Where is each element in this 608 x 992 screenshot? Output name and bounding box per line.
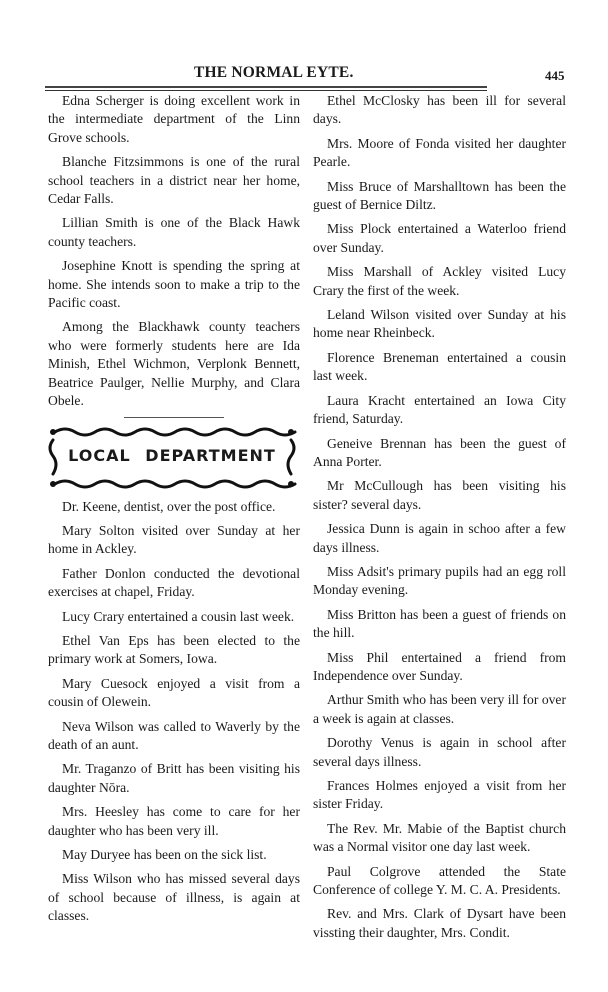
left-column: [48, 92, 300, 932]
right-column: [313, 92, 566, 948]
news-item: Blanche Fitzsimmons is one of the rural school teachers in a district near her home, Cedar Falls.: [48, 154, 300, 207]
news-item: Laura Kracht entertained an Iowa City friend, Saturday.: [313, 392, 566, 427]
news-item: Neva Wilson was called to Waverly by the death of an aunt.: [48, 718, 300, 752]
news-item: Miss Adsit's primary pupils had an egg roll Monday evening.: [313, 563, 566, 598]
news-item: Mrs. Heesley has come to care for her daughter who has been very ill.: [48, 804, 300, 838]
news-item: Mrs. Moore of Fonda visited her daughter Pearle.: [313, 135, 566, 170]
news-item: Mary Cuesock enjoyed a visit from a cousin of Olewein.: [48, 675, 300, 710]
news-item: Among the Blackhawk county teachers who were formerly students here are Ida Minish, Ethel Wichmon, Verplonk Bennett, Beatrice Paulger, Nellie Murphy, and Clara Obele.: [48, 319, 300, 409]
news-item: Miss Britton has been a guest of friends on the hill.: [313, 606, 566, 641]
news-item: Miss Plock entertained a Waterloo friend over Sunday.: [313, 221, 566, 255]
section-heading-box: [45, 424, 299, 492]
news-item: Dorothy Venus is again in school after several days illness.: [313, 735, 566, 769]
news-item: The Rev. Mr. Mabie of the Baptist church was a Normal visitor one day last week.: [313, 820, 566, 855]
news-item: Paul Colgrove attended the State Conference of college Y. M. C. A. Presidents.: [313, 863, 566, 898]
news-item: Florence Breneman entertained a cousin last week.: [313, 349, 566, 384]
section-divider: [124, 417, 224, 418]
news-item: Ethel Van Eps has been elected to the primary work at Somers, Iowa.: [48, 632, 300, 667]
news-item: Dr. Keene, dentist, over the post office.: [62, 498, 276, 514]
news-item: Frances Holmes enjoyed a visit from her sister Friday.: [313, 778, 566, 812]
news-item: Jessica Dunn is again in schoo after a few days illness.: [313, 521, 566, 555]
news-item: Lucy Crary entertained a cousin last week.: [62, 608, 295, 624]
section-heading: LOCAL DEPARTMENT: [68, 445, 276, 465]
page-number: 445: [545, 68, 565, 83]
news-item: Mr. Traganzo of Britt has been visiting his daughter Nōra.: [48, 761, 300, 795]
news-item: Arthur Smith who has been very ill for over a week is again at classes.: [313, 692, 566, 726]
news-item: Josephine Knott is spending the spring at home. She intends soon to make a trip to the Pacific coast.: [48, 258, 300, 311]
news-item: Ethel McClosky has been ill for several days.: [313, 93, 566, 127]
news-item: Leland Wilson visited over Sunday at his home near Rheinbeck.: [313, 307, 566, 341]
news-item: Miss Marshall of Ackley visited Lucy Crary the first of the week.: [313, 264, 566, 298]
page-header: [44, 64, 488, 86]
news-item: Mary Solton visited over Sunday at her home in Ackley.: [48, 522, 300, 557]
news-item: Father Donlon conducted the devotional exercises at chapel, Friday.: [48, 565, 300, 600]
header-rule: [45, 86, 487, 88]
news-item: Miss Wilson who has missed several days of school because of illness, is again at classes.: [48, 871, 300, 924]
news-item: Geneive Brennan has been the guest of Anna Porter.: [313, 435, 566, 469]
news-item: Miss Phil entertained a friend from Independence over Sunday.: [313, 649, 566, 683]
news-item: Rev. and Mrs. Clark of Dysart have been vissting their daughter, Mrs. Condit.: [313, 906, 566, 940]
news-item: Edna Scherger is doing excellent work in the intermediate department of the Linn Grove schools.: [48, 93, 300, 145]
publication-title: THE NORMAL EYTE.: [194, 64, 354, 81]
news-item: Lillian Smith is one of the Black Hawk county teachers.: [48, 215, 300, 249]
news-item: Mr McCullough has been visiting his sister? several days.: [313, 478, 566, 512]
header-rule-thin: [45, 90, 487, 91]
news-item: May Duryee has been on the sick list.: [62, 847, 267, 862]
news-item: Miss Bruce of Marshalltown has been the guest of Bernice Diltz.: [313, 178, 566, 213]
